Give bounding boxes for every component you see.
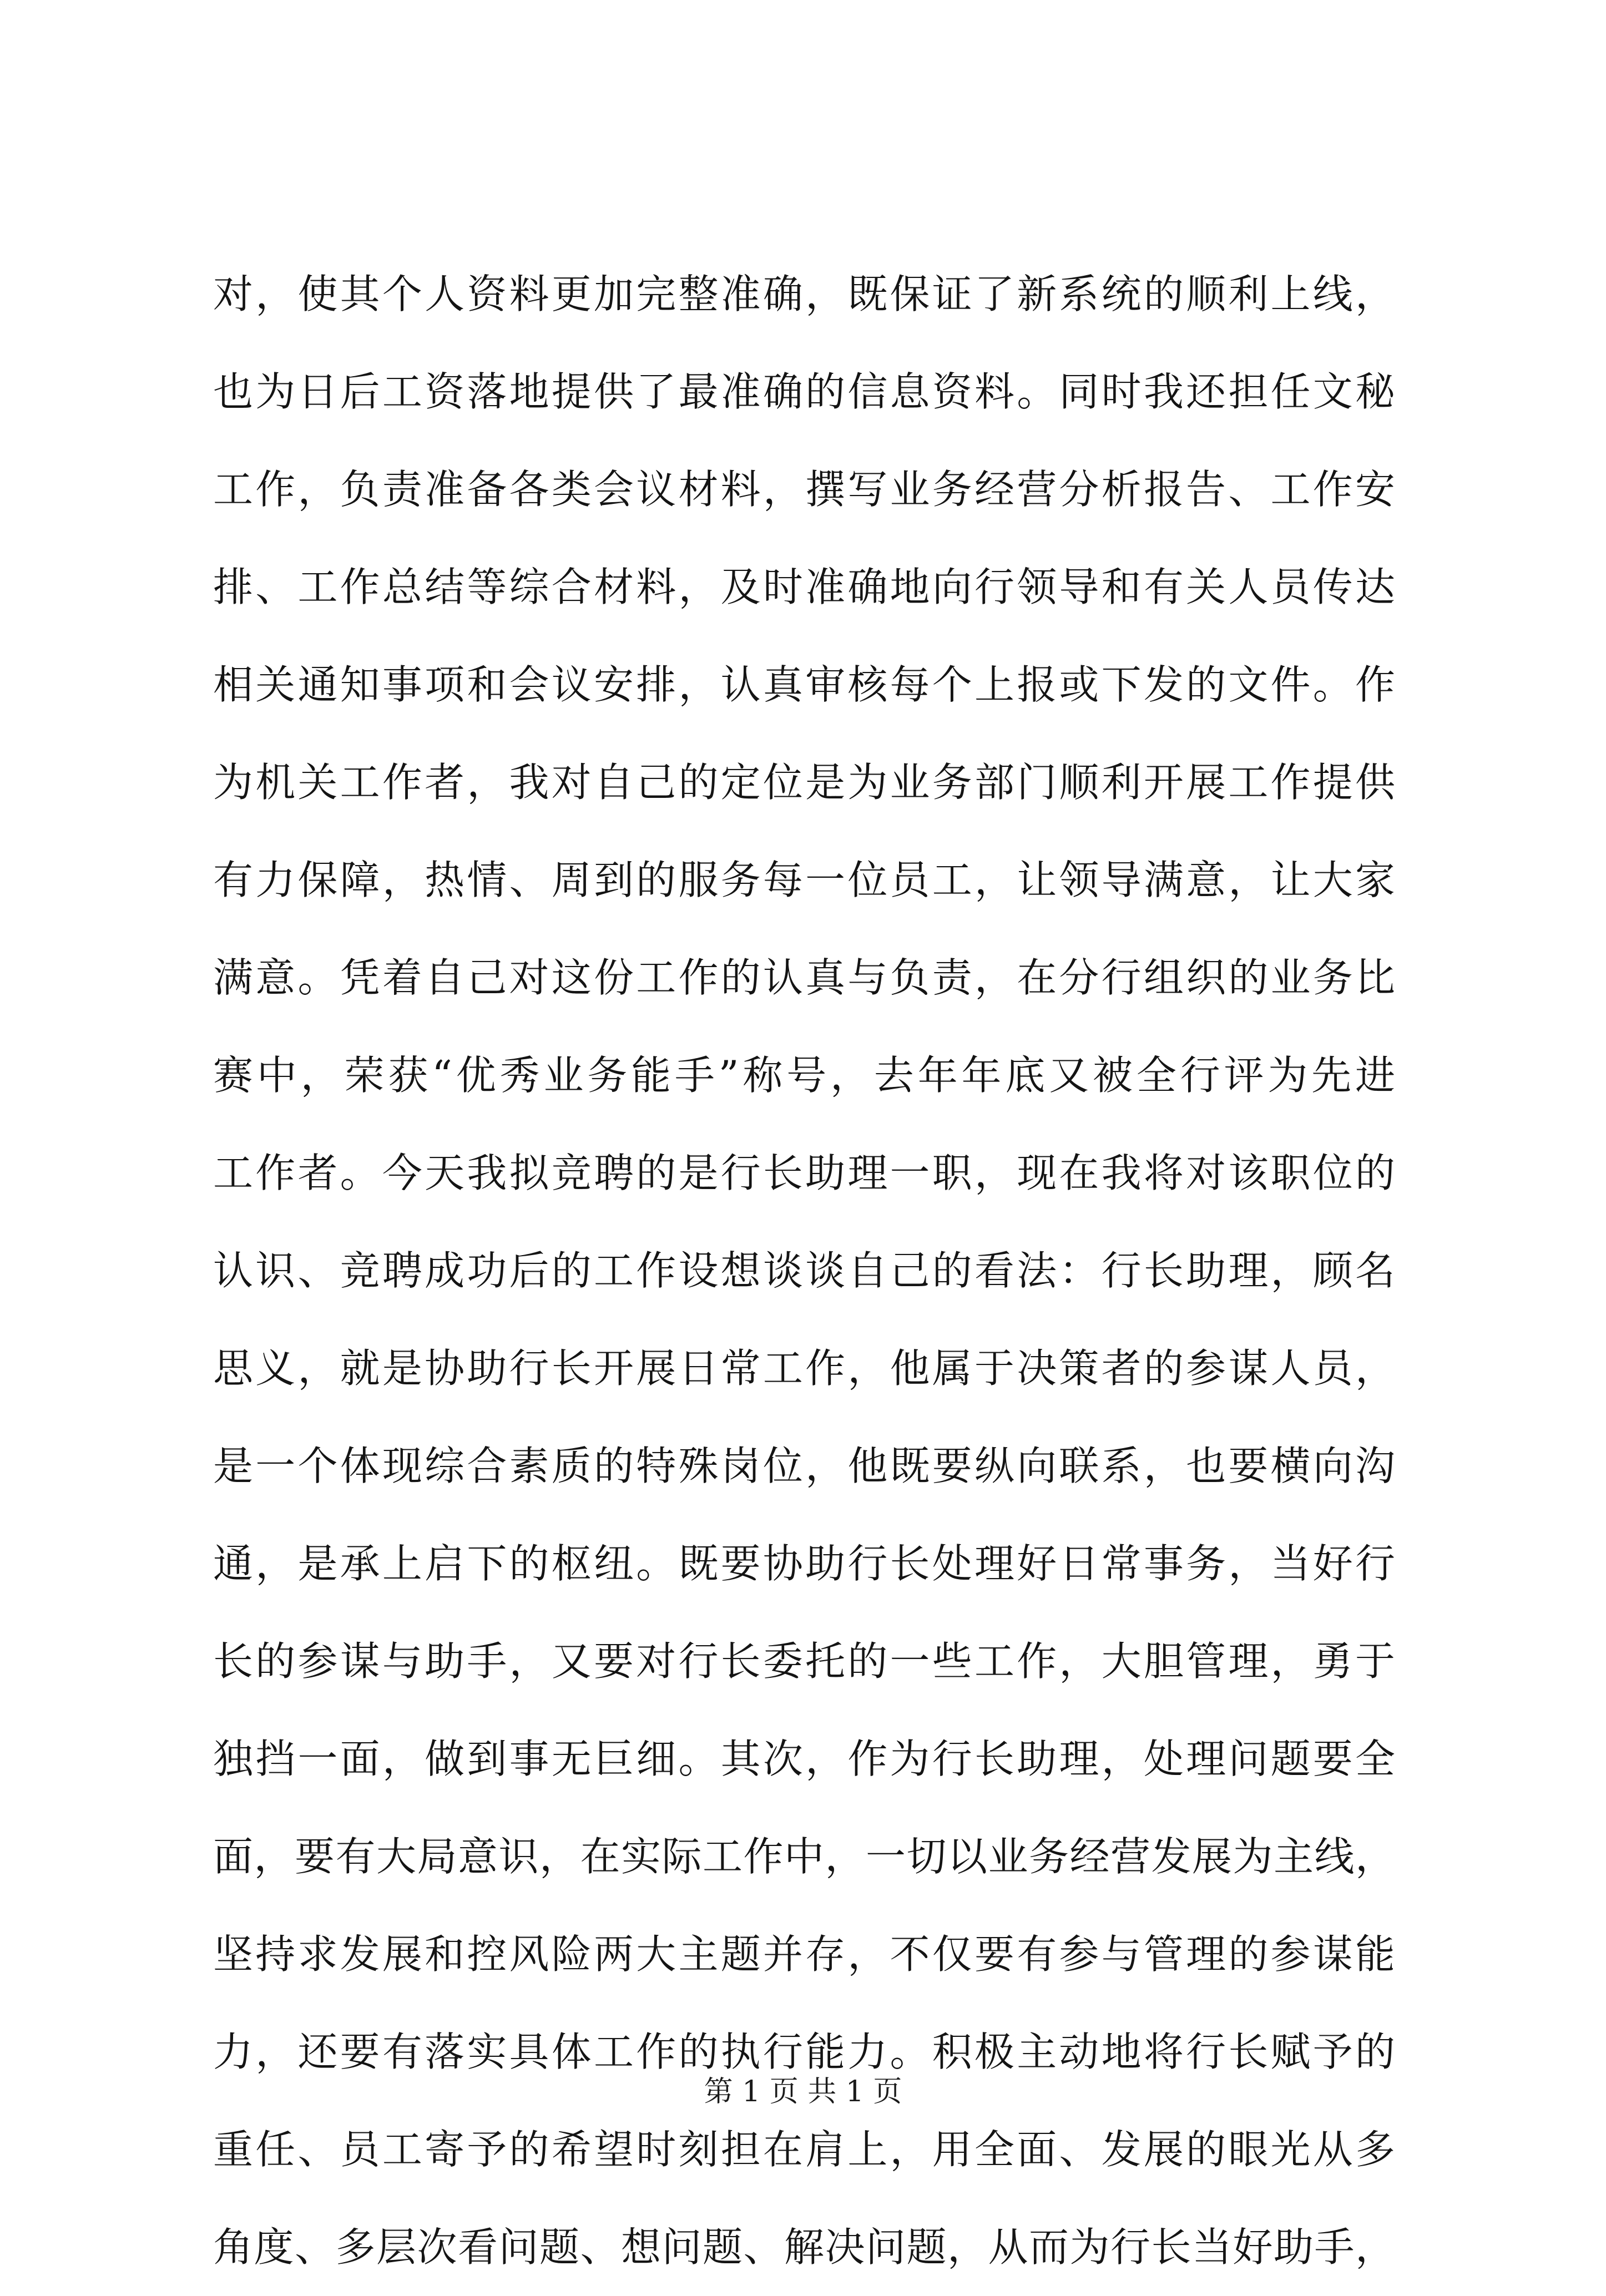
text-line: 认识、竞聘成功后的工作设想谈谈自己的看法：行长助理，顾名: [213, 1247, 1395, 1294]
text-line: 排、工作总结等综合材料，及时准确地向行领导和有关人员传达: [213, 564, 1395, 610]
text-line: 长的参谋与助手，又要对行长委托的一些工作，大胆管理，勇于: [213, 1638, 1395, 1685]
text-line: 对，使其个人资料更加完整准确，既保证了新系统的顺利上线，: [213, 271, 1395, 317]
body-text: [213, 245, 1395, 2296]
text-line: 独挡一面，做到事无巨细。其次，作为行长助理，处理问题要全: [213, 1736, 1395, 1782]
text-line: 思义，就是协助行长开展日常工作，他属于决策者的参谋人员，: [213, 1345, 1395, 1392]
text-line: 是一个体现综合素质的特殊岗位，他既要纵向联系，也要横向沟: [213, 1443, 1395, 1489]
text-line: 为机关工作者，我对自己的定位是为业务部门顺利开展工作提供: [213, 759, 1395, 806]
text-line: 工作，负责准备各类会议材料，撰写业务经营分析报告、工作安: [213, 466, 1395, 513]
text-line: 也为日后工资落地提供了最准确的信息资料。同时我还担任文秘: [213, 368, 1395, 415]
text-line: 面，要有大局意识，在实际工作中，一切以业务经营发展为主线，: [213, 1833, 1395, 1880]
text-line: 相关通知事项和会议安排，认真审核每个上报或下发的文件。作: [213, 661, 1395, 708]
text-line: 力，还要有落实具体工作的执行能力。积极主动地将行长赋予的: [213, 2029, 1395, 2075]
text-line: 通，是承上启下的枢纽。既要协助行长处理好日常事务，当好行: [213, 1540, 1395, 1587]
text-line: 满意。凭着自己对这份工作的认真与负责，在分行组织的业务比: [213, 954, 1395, 1001]
text-line: 角度、多层次看问题、想问题、解决问题，从而为行长当好助手，: [213, 2224, 1395, 2270]
text-line: 有力保障，热情、周到的服务每一位员工，让领导满意，让大家: [213, 857, 1395, 903]
text-line: 重任、员工寄予的希望时刻担在肩上，用全面、发展的眼光从多: [213, 2126, 1395, 2173]
text-line: 赛中，荣获“优秀业务能手”称号，去年年底又被全行评为先进: [213, 1052, 1395, 1099]
text-line: 工作者。今天我拟竞聘的是行长助理一职，现在我将对该职位的: [213, 1150, 1395, 1196]
page-footer: 第 1 页 共 1 页: [704, 2075, 902, 2108]
text-line: 坚持求发展和控风险两大主题并存，不仅要有参与管理的参谋能: [213, 1931, 1395, 1978]
